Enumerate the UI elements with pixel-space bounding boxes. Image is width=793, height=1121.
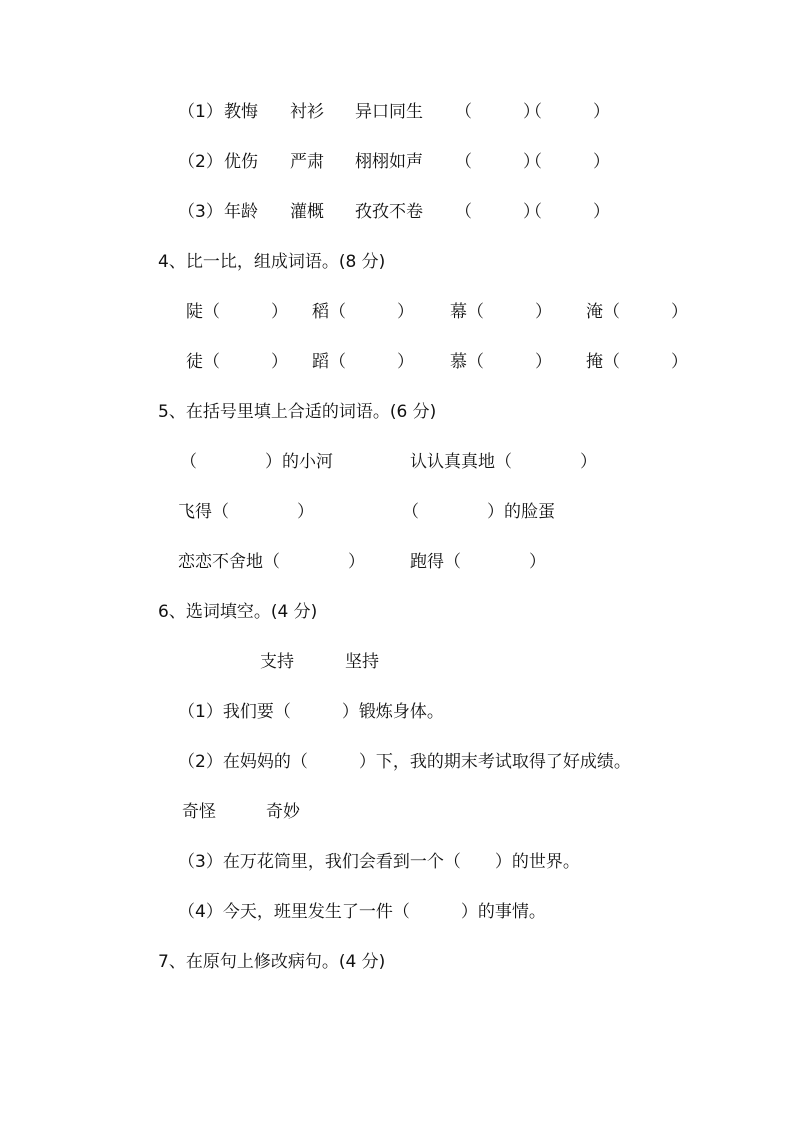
- q5-item-3[interactable]: 飞得（ ）: [178, 502, 314, 522]
- q3-item-3-number: （3）: [178, 202, 223, 222]
- q3-item-2-word-3: 栩栩如声: [355, 152, 423, 172]
- q6-word-option-1: 支持: [260, 652, 294, 672]
- q3-item-2-number: （2）: [178, 152, 223, 172]
- q4-row2-item-3[interactable]: 慕（ ）: [450, 352, 552, 372]
- q3-item-1-word-1: 教悔: [224, 102, 258, 122]
- q5-heading: 5、在括号里填上合适的词语。(6 分): [158, 402, 437, 422]
- q4-row1-item-3[interactable]: 幕（ ）: [450, 302, 552, 322]
- q5-item-2[interactable]: 认认真真地（ ）: [410, 452, 597, 472]
- q4-row2-item-4[interactable]: 掩（ ）: [586, 352, 688, 372]
- q3-item-3-word-3: 孜孜不卷: [355, 202, 423, 222]
- q5-item-5[interactable]: 恋恋不舍地（ ）: [178, 552, 365, 572]
- q4-row1-item-4[interactable]: 淹（ ）: [586, 302, 688, 322]
- q4-row1-item-1[interactable]: 陡（ ）: [186, 302, 288, 322]
- q3-item-2-word-2: 严肃: [290, 152, 324, 172]
- q5-item-4[interactable]: （ ）的脸蛋: [402, 502, 555, 522]
- q3-item-1-word-2: 衬衫: [290, 102, 324, 122]
- q4-heading: 4、比一比，组成词语。(8 分): [158, 252, 386, 272]
- q6-word-option-2: 坚持: [345, 652, 379, 672]
- q6-sentence-3: （3）在万花筒里，我们会看到一个（ ）的世界。: [178, 852, 580, 872]
- q6-word-option-4: 奇妙: [266, 802, 300, 822]
- q4-row2-item-2[interactable]: 蹈（ ）: [312, 352, 414, 372]
- q6-word-option-3: 奇怪: [182, 802, 216, 822]
- q7-heading: 7、在原句上修改病句。(4 分): [158, 952, 386, 972]
- q4-row1-item-2[interactable]: 稻（ ）: [312, 302, 414, 322]
- q3-item-3-blank-1[interactable]: （ ）: [455, 202, 540, 222]
- q3-item-1-blank-1[interactable]: （ ）: [455, 102, 540, 122]
- q6-heading: 6、选词填空。(4 分): [158, 602, 318, 622]
- q3-item-1-blank-2[interactable]: （ ）: [525, 102, 610, 122]
- q3-item-2-blank-2[interactable]: （ ）: [525, 152, 610, 172]
- q3-item-3-word-1: 年龄: [224, 202, 258, 222]
- q3-item-1-word-3: 异口同生: [355, 102, 423, 122]
- q6-sentence-2: （2）在妈妈的（ ）下，我的期末考试取得了好成绩。: [178, 752, 631, 772]
- q5-item-1[interactable]: （ ）的小河: [180, 452, 333, 472]
- q3-item-1-number: （1）: [178, 102, 223, 122]
- q3-item-2-blank-1[interactable]: （ ）: [455, 152, 540, 172]
- q6-sentence-4: （4）今天，班里发生了一件（ ）的事情。: [178, 902, 546, 922]
- q6-sentence-1: （1）我们要（ ）锻炼身体。: [178, 702, 444, 722]
- q3-item-3-blank-2[interactable]: （ ）: [525, 202, 610, 222]
- q5-item-6[interactable]: 跑得（ ）: [410, 552, 546, 572]
- q4-row2-item-1[interactable]: 徒（ ）: [186, 352, 288, 372]
- q3-item-3-word-2: 灌概: [290, 202, 324, 222]
- q3-item-2-word-1: 优伤: [224, 152, 258, 172]
